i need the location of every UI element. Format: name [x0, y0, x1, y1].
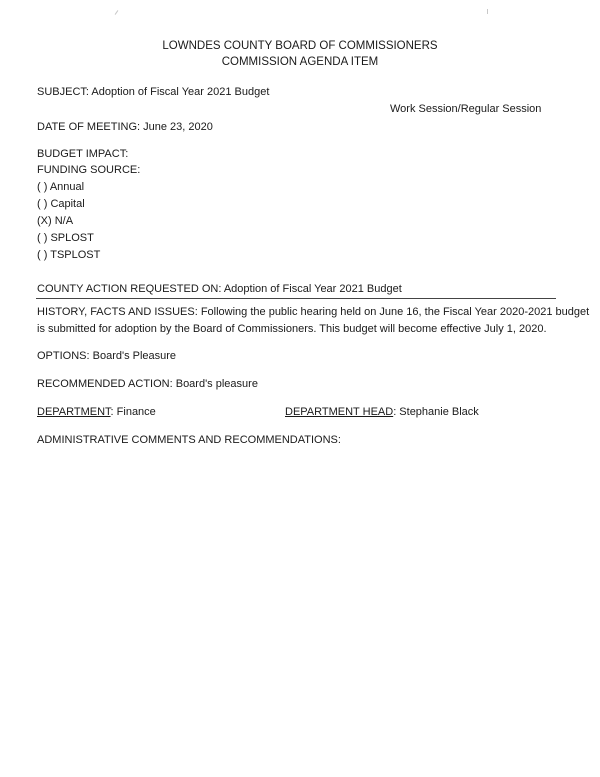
document-subtitle: COMMISSION AGENDA ITEM [221, 56, 379, 68]
history-line-1: HISTORY, FACTS AND ISSUES: Following the public hearing held on June 16, the Fiscal Year 2020-2021 budget [37, 306, 590, 318]
funding-option-annual: ( ) Annual [37, 181, 85, 193]
subject-line: SUBJECT: Adoption of Fiscal Year 2021 Budget [37, 86, 270, 98]
funding-option-na: (X) N/A [37, 215, 74, 227]
scan-mark-left [115, 10, 119, 15]
recommended-action: RECOMMENDED ACTION: Board's pleasure [37, 378, 258, 390]
department [37, 405, 156, 419]
department-head-value: : Stephanie Black [393, 406, 479, 418]
administrative-comments: ADMINISTRATIVE COMMENTS AND RECOMMENDATIONS: [37, 434, 341, 446]
department-value: : Finance [110, 406, 156, 418]
funding-option-splost: ( ) SPLOST [37, 232, 94, 244]
department-head-label: DEPARTMENT HEAD [285, 406, 394, 418]
department-head [285, 405, 479, 419]
funding-option-capital: ( ) Capital [37, 198, 85, 210]
department-label: DEPARTMENT [37, 406, 111, 418]
session-type: Work Session/Regular Session [390, 103, 542, 115]
history-line-2: is submitted for adoption by the Board of Commissioners. This budget will become effective July 1, 2020. [37, 323, 547, 335]
county-action-requested: COUNTY ACTION REQUESTED ON: Adoption of Fiscal Year 2021 Budget [37, 283, 402, 295]
section-divider [36, 298, 556, 299]
options: OPTIONS: Board's Pleasure [37, 350, 177, 362]
budget-impact: BUDGET IMPACT: [37, 148, 129, 160]
document-title: LOWNDES COUNTY BOARD OF COMMISSIONERS [162, 40, 438, 52]
scan-mark-right [487, 9, 488, 14]
funding-option-tsplost: ( ) TSPLOST [37, 249, 101, 261]
meeting-date: DATE OF MEETING: June 23, 2020 [37, 121, 213, 133]
funding-source: FUNDING SOURCE: [37, 164, 141, 176]
